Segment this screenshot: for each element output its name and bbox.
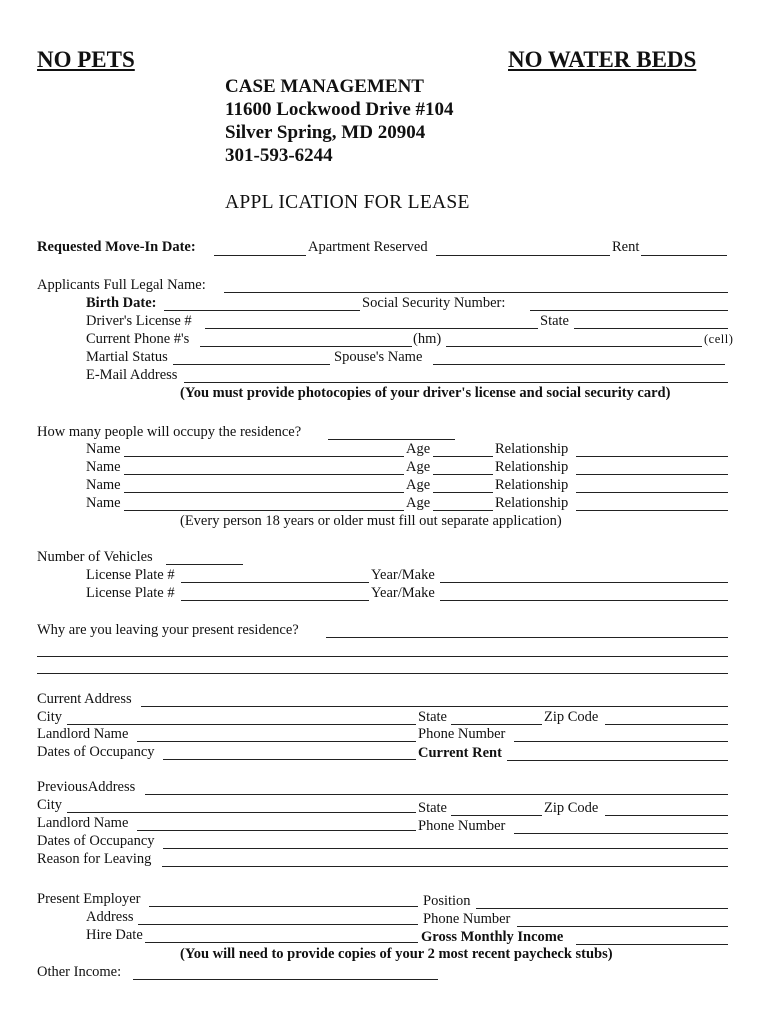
year-make-label: Year/Make [371, 585, 435, 601]
home-phone-field[interactable] [200, 346, 412, 347]
occupant-name-label: Name [86, 477, 121, 493]
gross-income-label: Gross Monthly Income [421, 929, 564, 945]
current-city-field[interactable] [67, 724, 416, 725]
company-name: CASE MANAGEMENT [225, 76, 424, 97]
current-zip-field[interactable] [605, 724, 728, 725]
previous-address-field[interactable] [145, 794, 728, 795]
previous-zip-label: Zip Code [544, 800, 599, 816]
occupant-name-label: Name [86, 459, 121, 475]
occupants-count-field[interactable] [328, 439, 455, 440]
cell-phone-label: (cell) [704, 332, 734, 346]
occupant-relationship-field[interactable] [576, 456, 728, 457]
current-phone-number-label: Phone Number [418, 726, 506, 742]
current-state-field[interactable] [451, 724, 542, 725]
occupants-note: (Every person 18 years or older must fill out separate application) [180, 513, 562, 529]
year-make-field[interactable] [440, 600, 728, 601]
move-in-date-label: Requested Move-In Date: [37, 239, 196, 255]
occupant-name-field[interactable] [124, 492, 404, 493]
vehicles-count-field[interactable] [166, 564, 243, 565]
employer-address-label: Address [86, 909, 134, 925]
occupant-age-label: Age [406, 459, 431, 475]
email-label: E-Mail Address [86, 367, 178, 383]
hire-date-label: Hire Date [86, 927, 143, 943]
license-plate-label: License Plate # [86, 585, 175, 601]
employer-phone-label: Phone Number [423, 911, 511, 927]
no-water-beds-notice: NO WATER BEDS [508, 47, 697, 72]
occupant-relationship-label: Relationship [495, 477, 569, 493]
occupant-relationship-field[interactable] [576, 492, 728, 493]
previous-landlord-field[interactable] [137, 830, 416, 831]
license-plate-field[interactable] [181, 582, 369, 583]
reason-for-leaving-label: Reason for Leaving [37, 851, 152, 867]
previous-state-field[interactable] [451, 815, 542, 816]
leaving-reason-field[interactable] [326, 637, 728, 638]
company-phone: 301-593-6244 [225, 145, 333, 166]
other-income-label: Other Income: [37, 964, 122, 980]
previous-state-label: State [418, 800, 447, 816]
occupant-name-label: Name [86, 495, 121, 511]
occupant-name-field[interactable] [124, 510, 404, 511]
birth-date-label: Birth Date: [86, 295, 157, 311]
previous-phone-number-label: Phone Number [418, 818, 506, 834]
previous-landlord-label: Landlord Name [37, 815, 129, 831]
previous-city-label: City [37, 797, 62, 813]
occupant-age-field[interactable] [433, 510, 493, 511]
leaving-question: Why are you leaving your present residence? [37, 622, 299, 638]
occupant-age-field[interactable] [433, 456, 493, 457]
current-dates-field[interactable] [163, 759, 416, 760]
license-plate-label: License Plate # [86, 567, 175, 583]
position-label: Position [423, 893, 471, 909]
hire-date-field[interactable] [145, 942, 418, 943]
move-in-date-field[interactable] [214, 255, 306, 256]
home-phone-label: (hm) [413, 331, 442, 347]
gross-income-field[interactable] [576, 944, 728, 945]
employer-phone-field[interactable] [517, 926, 728, 927]
company-street: 11600 Lockwood Drive #104 [225, 99, 454, 120]
ssn-label: Social Security Number: [362, 295, 506, 311]
current-city-label: City [37, 709, 62, 725]
current-landlord-label: Landlord Name [37, 726, 129, 742]
occupants-question: How many people will occupy the residence? [37, 424, 302, 440]
previous-dates-label: Dates of Occupancy [37, 833, 155, 849]
occupant-age-field[interactable] [433, 492, 493, 493]
occupant-relationship-field[interactable] [576, 474, 728, 475]
reason-for-leaving-field[interactable] [162, 866, 728, 867]
current-landlord-field[interactable] [137, 741, 416, 742]
full-name-field[interactable] [224, 292, 728, 293]
vehicles-count-label: Number of Vehicles [37, 549, 153, 565]
rent-field[interactable] [641, 255, 727, 256]
occupant-name-field[interactable] [124, 456, 404, 457]
occupant-age-label: Age [406, 495, 431, 511]
drivers-license-field[interactable] [205, 328, 538, 329]
apartment-reserved-field[interactable] [436, 255, 610, 256]
previous-dates-field[interactable] [163, 848, 728, 849]
year-make-label: Year/Make [371, 567, 435, 583]
no-pets-notice: NO PETS [37, 47, 135, 72]
employer-address-field[interactable] [138, 924, 418, 925]
birth-date-field[interactable] [164, 310, 360, 311]
license-plate-field[interactable] [181, 600, 369, 601]
marital-status-field[interactable] [173, 364, 330, 365]
current-dates-label: Dates of Occupancy [37, 744, 155, 760]
current-rent-label: Current Rent [418, 745, 502, 761]
current-phone-number-field[interactable] [514, 741, 728, 742]
license-state-label: State [540, 313, 569, 329]
spouse-name-label: Spouse's Name [334, 349, 423, 365]
marital-status-label: Martial Status [86, 349, 168, 365]
drivers-license-label: Driver's License # [86, 313, 192, 329]
current-zip-label: Zip Code [544, 709, 599, 725]
occupant-name-label: Name [86, 441, 121, 457]
company-city: Silver Spring, MD 20904 [225, 122, 426, 143]
leaving-reason-line-2[interactable] [37, 656, 728, 657]
occupant-age-label: Age [406, 441, 431, 457]
present-employer-field[interactable] [149, 906, 418, 907]
other-income-field[interactable] [133, 979, 438, 980]
photocopy-note: (You must provide photocopies of your driver's license and social security card) [180, 385, 671, 401]
rent-label: Rent [612, 239, 640, 255]
paycheck-note: (You will need to provide copies of your 2 most recent paycheck stubs) [180, 946, 613, 962]
previous-phone-number-field[interactable] [514, 833, 728, 834]
occupant-name-field[interactable] [124, 474, 404, 475]
current-address-label: Current Address [37, 691, 132, 707]
previous-address-label: PreviousAddress [37, 779, 136, 795]
occupant-relationship-label: Relationship [495, 459, 569, 475]
email-field[interactable] [184, 382, 728, 383]
year-make-field[interactable] [440, 582, 728, 583]
apartment-reserved-label: Apartment Reserved [308, 239, 428, 255]
ssn-field[interactable] [530, 310, 728, 311]
cell-phone-field[interactable] [446, 346, 702, 347]
form-title: APPL ICATION FOR LEASE [225, 192, 470, 213]
leaving-reason-line-3[interactable] [37, 673, 728, 674]
spouse-name-field[interactable] [433, 364, 725, 365]
current-state-label: State [418, 709, 447, 725]
full-name-label: Applicants Full Legal Name: [37, 277, 206, 293]
previous-zip-field[interactable] [605, 815, 728, 816]
occupant-relationship-label: Relationship [495, 495, 569, 511]
current-rent-field[interactable] [507, 760, 728, 761]
current-address-field[interactable] [141, 706, 728, 707]
occupant-age-label: Age [406, 477, 431, 493]
license-state-field[interactable] [574, 328, 728, 329]
current-phone-label: Current Phone #'s [86, 331, 190, 347]
occupant-age-field[interactable] [433, 474, 493, 475]
occupant-relationship-label: Relationship [495, 441, 569, 457]
occupant-relationship-field[interactable] [576, 510, 728, 511]
present-employer-label: Present Employer [37, 891, 141, 907]
previous-city-field[interactable] [67, 812, 416, 813]
position-field[interactable] [476, 908, 728, 909]
